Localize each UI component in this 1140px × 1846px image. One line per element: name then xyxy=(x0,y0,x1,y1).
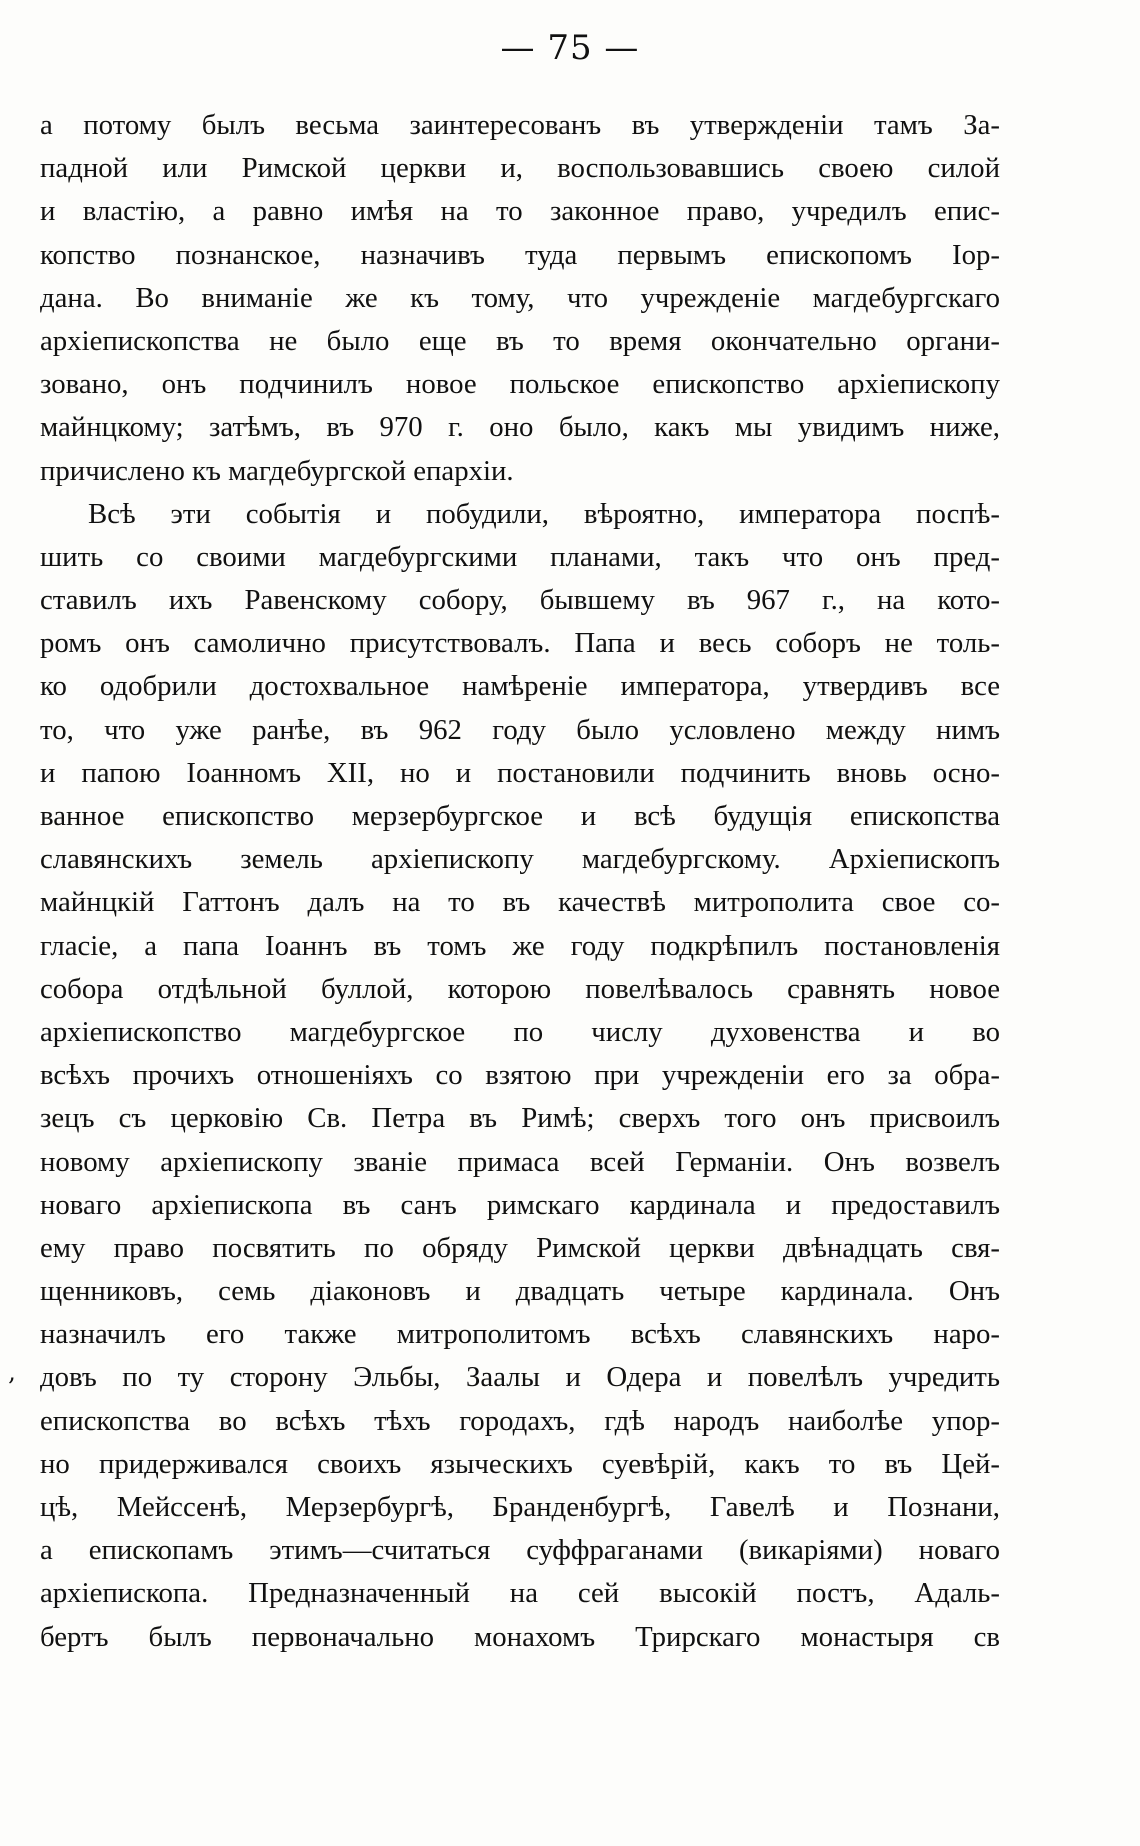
text-line: шить со своими магдебургскими планами, такъ что онъ пред- xyxy=(40,540,1000,573)
body-text xyxy=(40,104,1000,1659)
text-line: славянскихъ земель архіепископу магдебургскому. Архіепископъ xyxy=(40,843,1000,876)
text-line: ванное епископство мерзербургское и всѣ будущія епископства xyxy=(40,800,1000,832)
text-line: щенниковъ, семь діаконовъ и двадцать четыре кардинала. Онъ xyxy=(40,1275,1000,1308)
text-line: архіепископства не было еще въ то время окончательно органи- xyxy=(40,324,1000,357)
text-line: зовано, онъ подчинилъ новое польское епископство архіепископу xyxy=(40,368,1000,401)
text-line: епископства во всѣхъ тѣхъ городахъ, гдѣ народъ наиболѣе упор- xyxy=(40,1404,1000,1437)
text-line: падной или Римской церкви и, воспользовавшись своею силой xyxy=(40,152,1000,185)
text-line: гласіе, а папа Іоаннъ въ томъ же году подкрѣпилъ постановленія xyxy=(40,929,1000,962)
text-line: ставилъ ихъ Равенскому собору, бывшему въ 967 г., на кото- xyxy=(40,584,1000,617)
text-line: собора отдѣльной буллой, которою повелѣвалось сравнять новое xyxy=(40,972,1000,1005)
text-line: майнцкій Гаттонъ далъ на то въ качествѣ митрополита свое со- xyxy=(40,886,1000,919)
text-line: новому архіепископу званіе примаса всей Германіи. Онъ возвелъ xyxy=(40,1145,1000,1178)
text-line: архіепископа. Предназначенный на сей высокій постъ, Адаль- xyxy=(40,1577,1000,1610)
text-line: довъ по ту сторону Эльбы, Заалы и Одера и повелѣлъ учредить xyxy=(40,1361,1000,1394)
text-line: копство познанское, назначивъ туда первымъ епископомъ Іор- xyxy=(40,238,1000,271)
text-line: ромъ онъ самолично присутствовалъ. Папа и весь соборъ не толь- xyxy=(40,627,1000,660)
text-line: всѣхъ прочихъ отношеніяхъ со взятою при учрежденіи его за обра- xyxy=(40,1059,1000,1092)
text-line: цѣ, Мейссенѣ, Мерзербургѣ, Бранденбургѣ, Гавелѣ и Познани, xyxy=(40,1491,1000,1523)
text-line: ему право посвятить по обряду Римской церкви двѣнадцать свя- xyxy=(40,1231,1000,1264)
text-line: и властію, а равно имѣя на то законное право, учредилъ епис- xyxy=(40,195,1000,228)
text-line: ко одобрили достохвальное намѣреніе императора, утвердивъ все xyxy=(40,670,1000,703)
text-line: бертъ былъ первоначально монахомъ Трирскаго монастыря св xyxy=(40,1620,1000,1653)
text-line: зецъ съ церковію Св. Петра въ Римѣ; сверхъ того онъ присвоилъ xyxy=(40,1102,1000,1135)
text-line: а потому былъ весьма заинтересованъ въ утвержденіи тамъ За- xyxy=(40,109,1000,141)
text-line: архіепископство магдебургское по числу духовенства и во xyxy=(40,1015,1000,1048)
text-line: и папою Іоанномъ XII, но и постановили подчинить вновь осно- xyxy=(40,756,1000,789)
text-line: дана. Во вниманіе же къ тому, что учрежденіе магдебургскаго xyxy=(40,281,1000,314)
text-line: но придерживался своихъ языческихъ суевѣрій, какъ то въ Цей- xyxy=(40,1447,1000,1480)
text-line: новаго архіепископа въ санъ римскаго кардинала и предоставилъ xyxy=(40,1188,1000,1221)
page-number: — 75 — xyxy=(500,28,640,68)
text-line: причислено къ магдебургской епархіи. xyxy=(40,454,514,487)
margin-mark: ‚ xyxy=(8,1358,16,1386)
text-line: а епископамъ этимъ—считаться суффраганами (викаріями) новаго xyxy=(40,1534,1000,1567)
text-line: то, что уже ранѣе, въ 962 году было условлено между нимъ xyxy=(40,713,1000,746)
text-line: майнцкому; затѣмъ, въ 970 г. оно было, какъ мы увидимъ ниже, xyxy=(40,411,1000,444)
paragraph-first-line: Всѣ эти событія и побудили, вѣроятно, императора поспѣ- xyxy=(88,497,1000,530)
text-line: назначилъ его также митрополитомъ всѣхъ славянскихъ наро- xyxy=(40,1318,1000,1351)
